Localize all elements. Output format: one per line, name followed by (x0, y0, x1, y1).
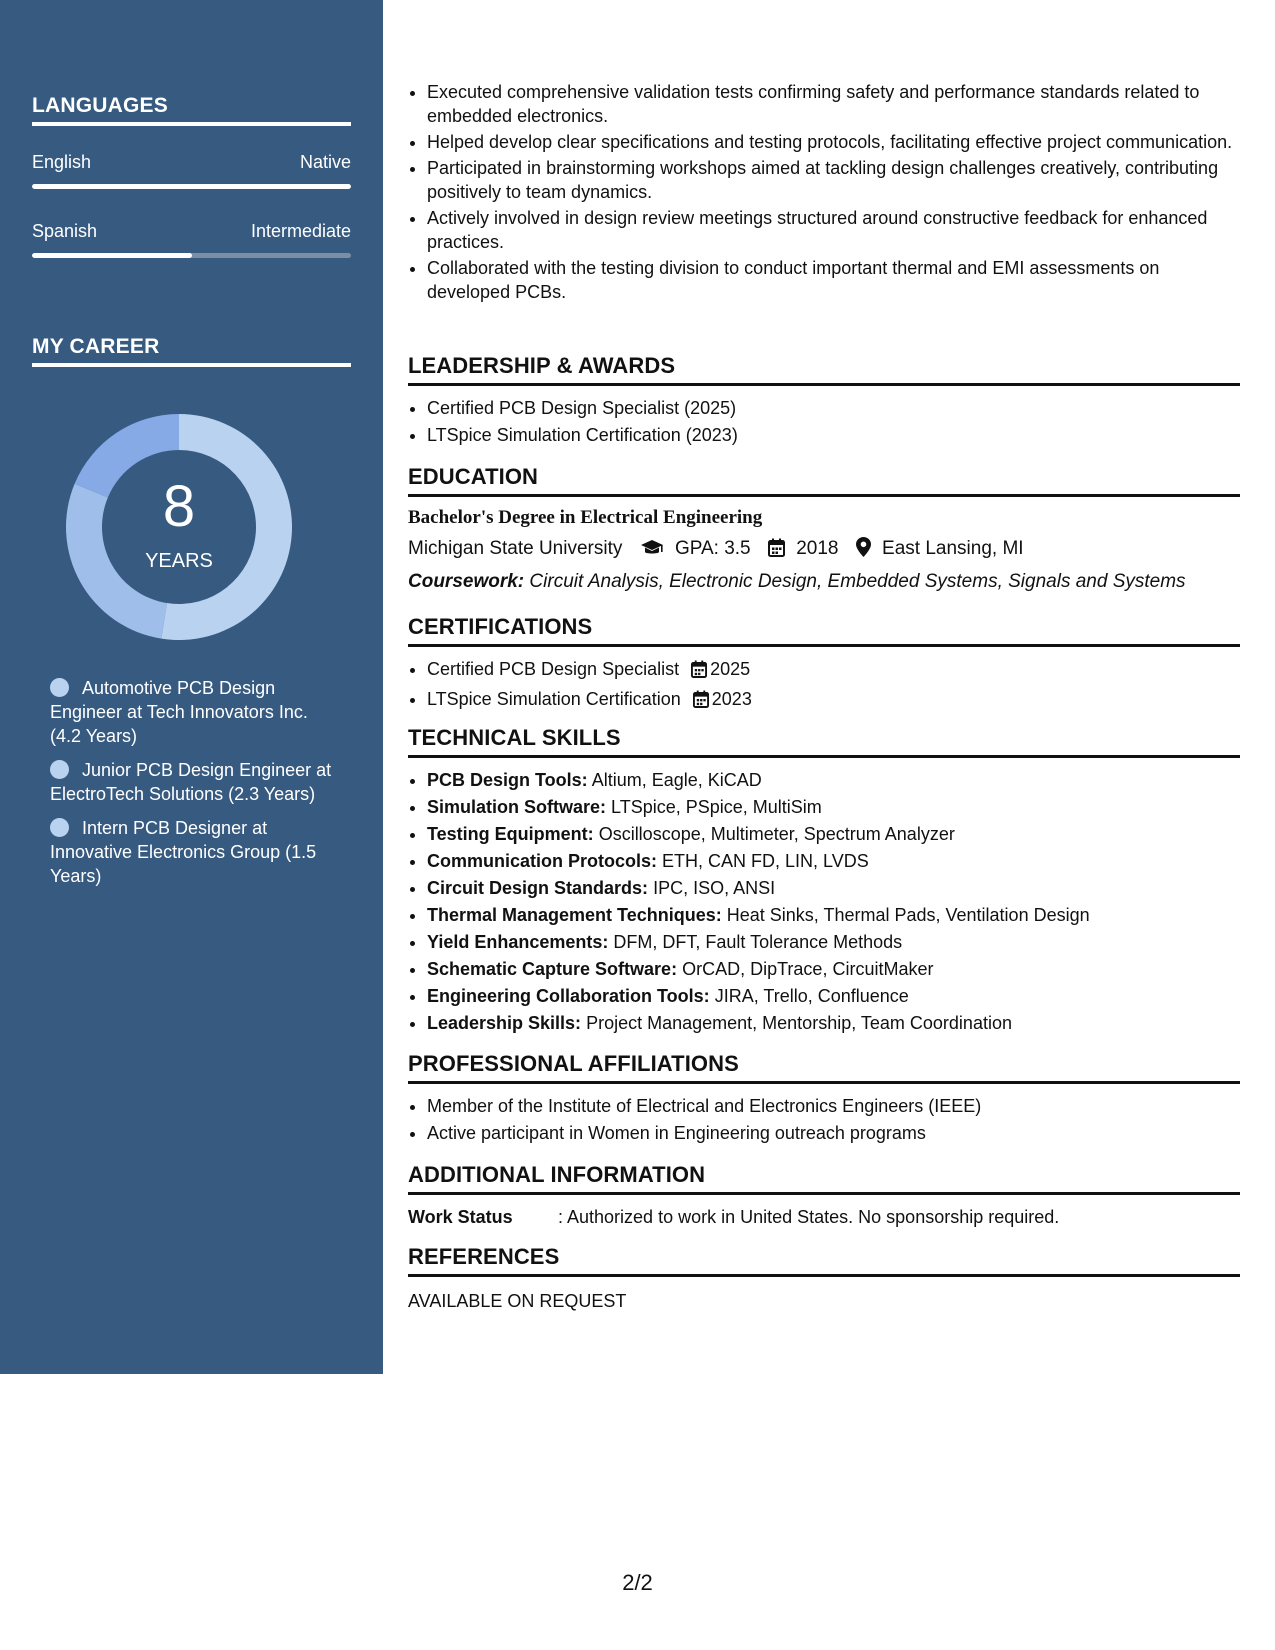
skill-label: Circuit Design Standards: (427, 878, 649, 898)
references-heading: REFERENCES (408, 1245, 1240, 1277)
education-location: East Lansing, MI (882, 538, 1024, 559)
education-gpa: GPA: 3.5 (674, 538, 751, 559)
experience-bullets (408, 80, 1240, 306)
skill-label: Schematic Capture Software: (427, 959, 678, 979)
certification-name: LTSpice Simulation Certification (427, 689, 681, 709)
career-item (50, 816, 340, 888)
work-status-value: : Authorized to work in United States. No sponsorship required. (558, 1207, 1060, 1227)
list-item: • Actively involved in design review meetings structured around constructive feedback for enhanced practices. (427, 206, 1240, 254)
affiliations-list (408, 1094, 1240, 1145)
work-status-row (408, 1205, 1240, 1229)
languages-heading: LANGUAGES (32, 94, 351, 126)
references-text: AVAILABLE ON REQUEST (408, 1291, 627, 1311)
career-list (50, 676, 340, 898)
career-heading: MY CAREER (32, 335, 351, 367)
skill-label: Yield Enhancements: (427, 932, 609, 952)
additional-info-heading: ADDITIONAL INFORMATION (408, 1163, 1240, 1195)
language-level: Native (299, 152, 351, 172)
certification-year: 2023 (711, 689, 752, 709)
coursework-value: Circuit Analysis, Electronic Design, Embedded Systems, Signals and Systems (529, 571, 1186, 592)
list-item (427, 876, 1240, 900)
skill-label: Engineering Collaboration Tools: (427, 986, 710, 1006)
coursework-label: Coursework: (408, 571, 525, 592)
career-item-label: Automotive PCB Design Engineer at Tech Innovators Inc. (4.2 Years) (50, 678, 308, 746)
career-item (50, 758, 340, 806)
career-item (50, 676, 340, 748)
bullet-dot-icon (50, 678, 69, 697)
skill-value: DFM, DFT, Fault Tolerance Methods (613, 932, 903, 952)
skill-label: PCB Design Tools: (427, 770, 588, 790)
education-year: 2018 (796, 538, 839, 559)
language-name: Spanish (32, 221, 98, 241)
career-donut-center (66, 414, 292, 640)
education-coursework (408, 570, 1240, 594)
skill-value: OrCAD, DipTrace, CircuitMaker (682, 959, 934, 979)
bullet-dot-icon (50, 818, 69, 837)
graduation-cap-icon (640, 539, 664, 564)
list-item (427, 957, 1240, 981)
certifications-list (408, 657, 1240, 714)
calendar-icon (691, 660, 707, 684)
list-item: • Active participant in Women in Engineering outreach programs (427, 1121, 1240, 1145)
bullet-dot-icon (50, 760, 69, 779)
list-item (427, 930, 1240, 954)
skill-label: Communication Protocols: (427, 851, 658, 871)
calendar-icon (693, 690, 709, 714)
calendar-icon (768, 538, 785, 564)
list-item (427, 795, 1240, 819)
career-donut-chart (66, 414, 292, 640)
career-item-label: Junior PCB Design Engineer at ElectroTech Solutions (2.3 Years) (50, 760, 332, 804)
list-item (427, 984, 1240, 1008)
leadership-heading: LEADERSHIP & AWARDS (408, 354, 1240, 386)
skill-label: Testing Equipment: (427, 824, 594, 844)
skill-label: Simulation Software: (427, 797, 607, 817)
language-proficiency-fill (32, 253, 192, 258)
skill-value: Project Management, Mentorship, Team Coordination (586, 1013, 1012, 1033)
sidebar (0, 0, 383, 1374)
skill-label: Leadership Skills: (427, 1013, 582, 1033)
list-item (427, 1011, 1240, 1035)
skill-value: IPC, ISO, ANSI (653, 878, 776, 898)
education-heading: EDUCATION (408, 465, 1240, 497)
skill-value: Heat Sinks, Thermal Pads, Ventilation Design (726, 905, 1090, 925)
list-item: • Helped develop clear specifications and testing protocols, facilitating effective project communication. (427, 130, 1240, 154)
career-total-unit: YEARS (145, 550, 213, 572)
page-number: 2/2 (622, 1570, 653, 1595)
career-item-label: Intern PCB Designer at Innovative Electronics Group (1.5 Years) (50, 818, 317, 886)
education-degree: Bachelor's Degree in Electrical Engineering (408, 507, 763, 528)
career-total-years: 8 (162, 474, 196, 539)
education-school: Michigan State University (408, 538, 623, 559)
skill-value: LTSpice, PSpice, MultiSim (611, 797, 822, 817)
certification-name: Certified PCB Design Specialist (427, 659, 680, 679)
language-proficiency-bar (32, 184, 351, 189)
list-item: • Executed comprehensive validation tests confirming safety and performance standards related to embedded electronics. (427, 80, 1240, 128)
language-name: English (32, 152, 92, 172)
affiliations-heading: PROFESSIONAL AFFILIATIONS (408, 1052, 1240, 1084)
list-item: • Certified PCB Design Specialist (2025) (427, 396, 1240, 420)
certifications-heading: CERTIFICATIONS (408, 615, 1240, 647)
work-status-label: Work Status (408, 1207, 513, 1227)
skill-label: Thermal Management Techniques: (427, 905, 722, 925)
list-item: • Member of the Institute of Electrical and Electronics Engineers (IEEE) (427, 1094, 1240, 1118)
language-proficiency-bar (32, 253, 351, 258)
language-level: Intermediate (250, 221, 351, 241)
list-item: • LTSpice Simulation Certification (2023) (427, 423, 1240, 447)
skill-value: Altium, Eagle, KiCAD (591, 770, 762, 790)
certification-year: 2025 (710, 659, 751, 679)
skill-value: Oscilloscope, Multimeter, Spectrum Analyzer (598, 824, 955, 844)
list-item: • Participated in brainstorming workshops aimed at tackling design challenges creatively, contributing positively to team dynamics. (427, 156, 1240, 204)
location-pin-icon (856, 537, 871, 564)
list-item (427, 687, 1240, 714)
technical-skills-list (408, 768, 1240, 1038)
education-entry (408, 506, 1240, 594)
list-item (427, 768, 1240, 792)
list-item (427, 849, 1240, 873)
education-meta (408, 537, 1240, 564)
list-item (427, 822, 1240, 846)
skill-value: JIRA, Trello, Confluence (714, 986, 909, 1006)
technical-skills-heading: TECHNICAL SKILLS (408, 726, 1240, 758)
skill-value: ETH, CAN FD, LIN, LVDS (662, 851, 869, 871)
list-item (427, 903, 1240, 927)
leadership-list (408, 396, 1240, 447)
list-item: • Collaborated with the testing division to conduct important thermal and EMI assessments on developed PCBs. (427, 256, 1240, 304)
list-item (427, 657, 1240, 684)
language-proficiency-fill (32, 184, 351, 189)
